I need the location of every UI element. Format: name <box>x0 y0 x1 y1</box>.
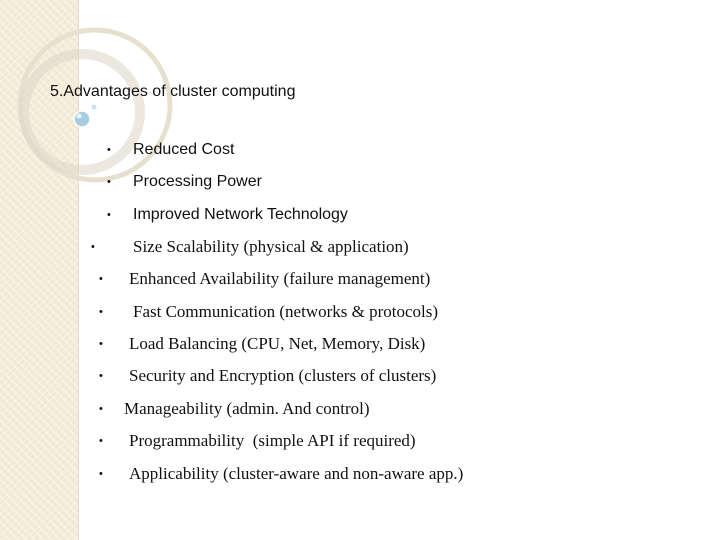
list-item-text: Size Scalability (physical & application) <box>133 237 409 256</box>
list-item-text: Programmability (simple API if required) <box>129 431 416 450</box>
bubble-large-highlight-shape <box>77 114 82 119</box>
bullet-icon: • <box>99 273 103 285</box>
list-item-text: Load Balancing (CPU, Net, Memory, Disk) <box>129 334 426 353</box>
bullet-icon: • <box>99 468 103 480</box>
bullet-icon: • <box>107 176 111 188</box>
bubble-small-shape <box>91 104 97 110</box>
bullet-icon: • <box>91 241 95 253</box>
bullet-icon: • <box>99 370 103 382</box>
list-item-text: Security and Encryption (clusters of clusters) <box>129 366 437 385</box>
list-item-text: Applicability (cluster-aware and non-aware app.) <box>129 464 464 483</box>
list-item-text: Enhanced Availability (failure management) <box>129 269 431 288</box>
list-item-text: Fast Communication (networks & protocols) <box>133 302 439 321</box>
bullet-icon: • <box>99 306 103 318</box>
bubble-large-shape <box>74 111 90 127</box>
slide-title: 5.Advantages of cluster computing <box>50 83 296 100</box>
list-item-text: Manageability (admin. And control) <box>124 399 370 418</box>
bullet-icon: • <box>99 435 103 447</box>
bullet-icon: • <box>99 338 103 350</box>
list-item-text: Processing Power <box>133 173 262 190</box>
bullet-icon: • <box>99 403 103 415</box>
bullet-icon: • <box>107 144 111 156</box>
bullet-icon: • <box>107 209 111 221</box>
list-item-text: Improved Network Technology <box>133 206 348 223</box>
list-item-text: Reduced Cost <box>133 141 235 158</box>
